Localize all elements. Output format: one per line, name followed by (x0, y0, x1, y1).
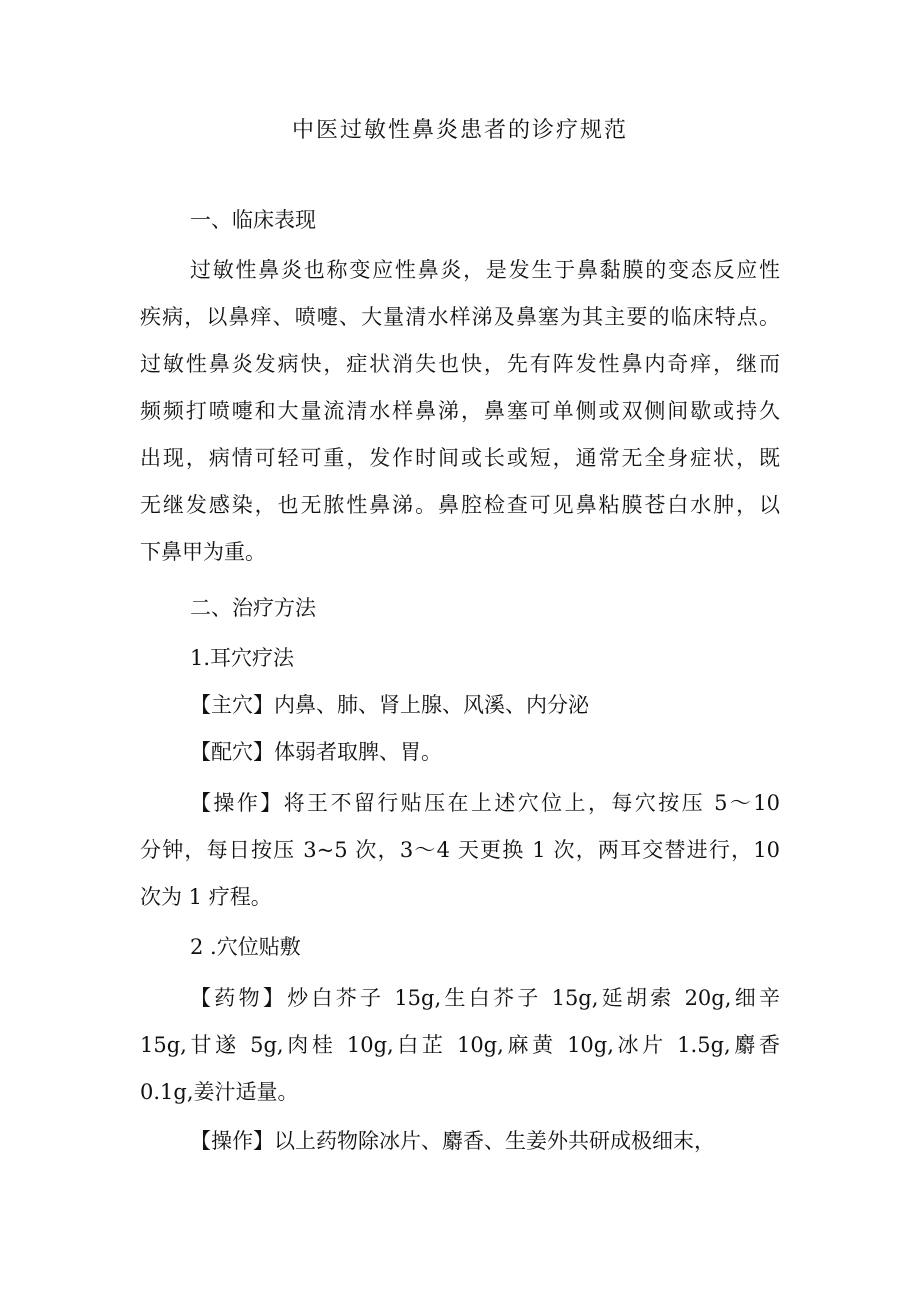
paragraph-line: 过敏性鼻炎也称变应性鼻炎，是发生于鼻黏膜的变态反应性 (190, 258, 780, 282)
drug-paragraph (140, 975, 780, 1116)
paragraph-line: 分钟，每日按压 3~5 次，3～4 天更换 1 次，两耳交替进行，10 (140, 838, 780, 862)
ear-operation-paragraph (140, 780, 780, 921)
paragraph-line: 出现，病情可轻可重，发作时间或长或短，通常无全身症状，既 (140, 446, 780, 470)
paragraph-line: 疾病，以鼻痒、喷嚏、大量清水样涕及鼻塞为其主要的临床特点。 (140, 305, 780, 329)
subsection-heading-ear-acupoint: 1.耳穴疗法 (190, 646, 295, 670)
paragraph-line: 【操作】将王不留行贴压在上述穴位上，每穴按压 5～10 (190, 791, 780, 815)
subsection-heading-acupoint-plaster: 2 .穴位贴敷 (190, 935, 301, 959)
auxiliary-points-line: 【配穴】体弱者取脾、胃。 (190, 740, 442, 764)
section-heading-treatment: 二、治疗方法 (190, 596, 316, 620)
paragraph-line: 次为 1 疗程。 (140, 885, 272, 909)
main-points-line: 【主穴】内鼻、肺、肾上腺、风溪、内分泌 (190, 693, 589, 717)
clinical-paragraph (140, 247, 780, 576)
paragraph-line: 0.1g,姜汁适量。 (140, 1080, 299, 1104)
paragraph-line: 15g,甘遂 5g,肉桂 10g,白芷 10g,麻黄 10g,冰片 1.5g,麝香 (140, 1033, 780, 1057)
document-title: 中医过敏性鼻炎患者的诊疗规范 (291, 118, 628, 143)
plaster-operation-line: 【操作】以上药物除冰片、麝香、生姜外共研成极细末， (190, 1129, 715, 1153)
paragraph-line: 【药物】炒白芥子 15g,生白芥子 15g,延胡索 20g,细辛 (190, 986, 780, 1010)
paragraph-line: 过敏性鼻炎发病快，症状消失也快，先有阵发性鼻内奇痒，继而 (140, 352, 780, 376)
paragraph-line: 下鼻甲为重。 (140, 540, 266, 564)
section-heading-clinical: 一、临床表现 (190, 208, 316, 232)
paragraph-line: 频频打喷嚏和大量流清水样鼻涕，鼻塞可单侧或双侧间歇或持久 (140, 399, 780, 423)
paragraph-line: 无继发感染，也无脓性鼻涕。鼻腔检查可见鼻粘膜苍白水肿，以 (140, 493, 780, 517)
